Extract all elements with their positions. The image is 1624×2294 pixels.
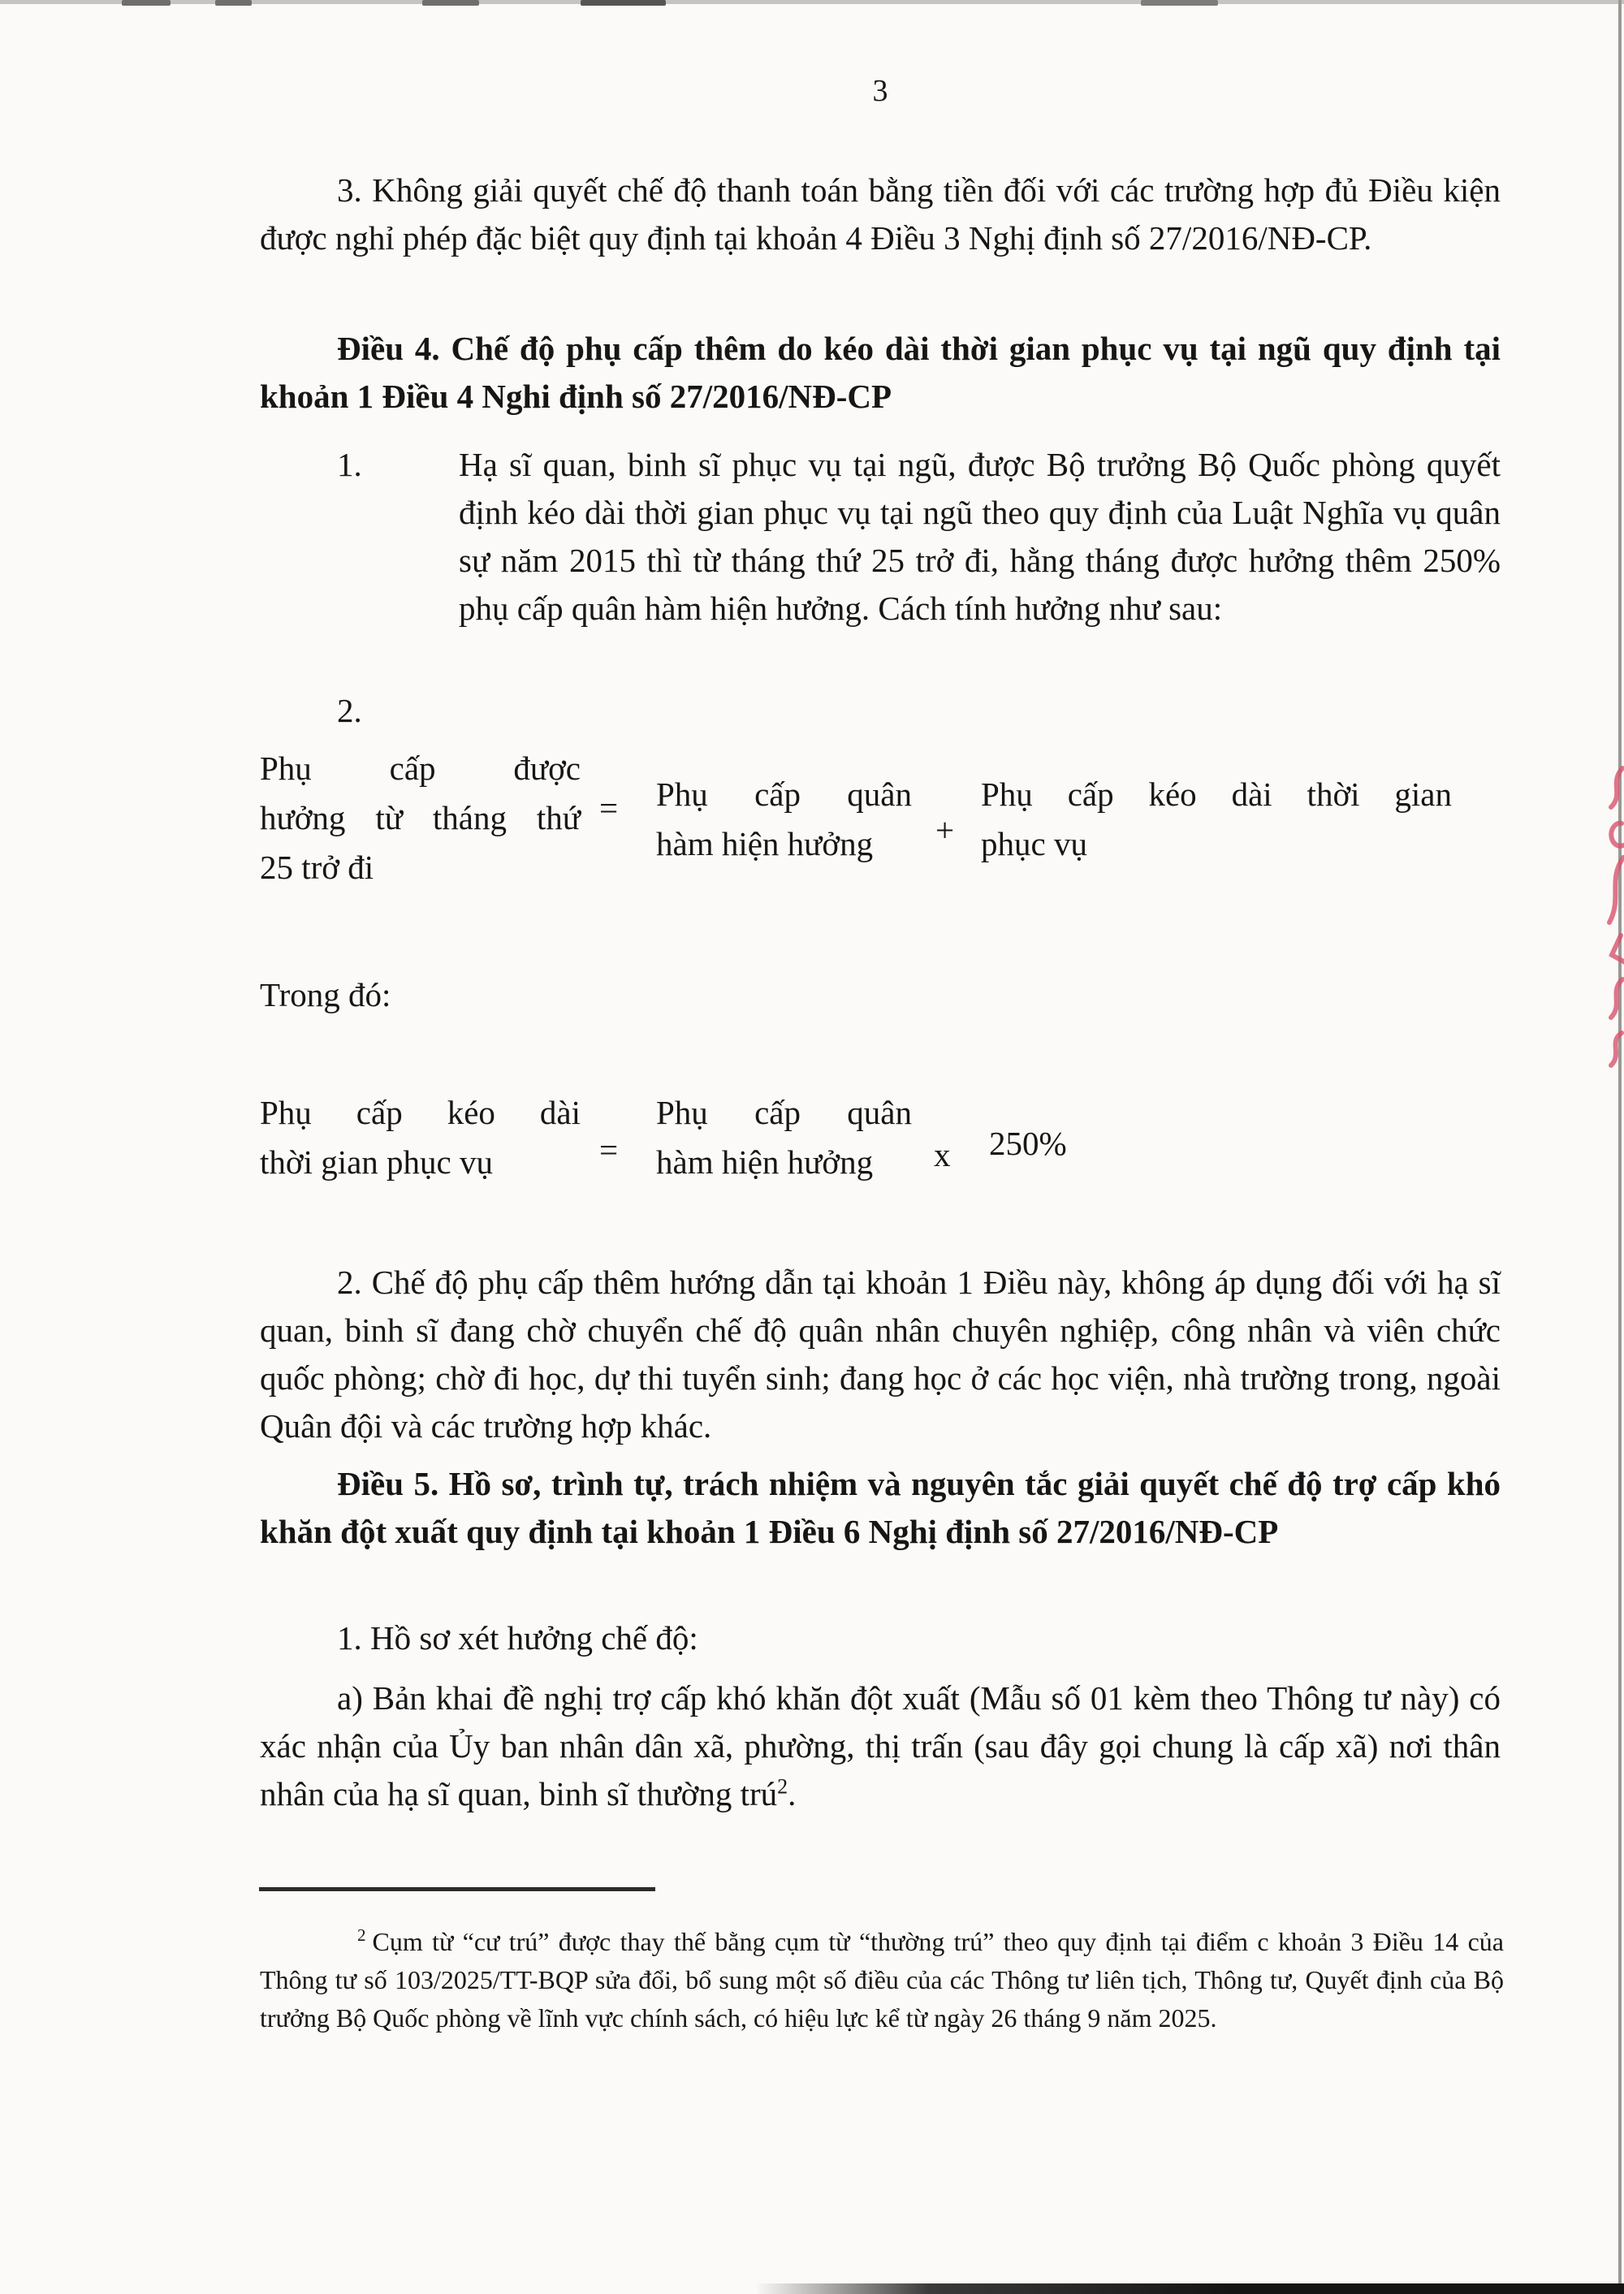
paragraph-khoan-3: 3. Không giải quyết chế độ thanh toán bằng tiền đối với các trường hợp đủ Điều kiện được nghỉ phép đặc biệt quy định tại khoản 4 Điều 3 Nghị định số 27/2016/NĐ-CP. xyxy=(260,171,1501,257)
formula2-times-sign: x xyxy=(934,1136,951,1173)
formula2-left-line: thời gian phục vụ xyxy=(260,1143,493,1181)
heading-dieu-4: Điều 4. Chế độ phụ cấp thêm do kéo dài thời gian phục vụ tại ngũ quy định tại khoản 1 Điều 4 Nghi định số 27/2016/NĐ-CP xyxy=(260,330,1501,415)
paragraph-a-tail: . xyxy=(788,1775,797,1812)
scan-top-mark xyxy=(1141,0,1218,6)
formula2-middle-line: Phụ cấp quân xyxy=(656,1094,912,1131)
formula2-middle-line: hàm hiện hưởng xyxy=(656,1143,874,1181)
item-1-marker: 1. xyxy=(337,446,362,483)
footnote-2-marker: 2 xyxy=(357,1925,366,1946)
formula1-middle-operand xyxy=(656,770,912,869)
formula2-left-operand xyxy=(260,1088,581,1187)
paragraph-a-text: a) Bản khai đề nghị trợ cấp khó khăn đột xuất (Mẫu số 01 kèm theo Thông tư này) có xác nhận của Ủy ban nhân dân xã, phường, thị trấn (sau đây gọi chung là cấp xã) nơi thân nhân của hạ sĩ quan, binh sĩ thường trú xyxy=(260,1679,1501,1812)
formula1-right-line: Phụ cấp kéo dài thời gian xyxy=(981,775,1452,813)
paragraph-khoan-2: 2. Chế độ phụ cấp thêm hướng dẫn tại khoản 1 Điều này, không áp dụng đối với hạ sĩ quan, binh sĩ đang chờ chuyển chế độ quân nhân chuyên nghiệp, công nhân và viên chức quốc phòng; chờ đi học, dự thi tuyển sinh; đang học ở các học viện, nhà trường trong, ngoài Quân đội và các trường hợp khác. xyxy=(260,1264,1501,1445)
section-1-ho-so: 1. Hồ sơ xét hưởng chế độ: xyxy=(337,1619,698,1657)
scan-top-mark xyxy=(215,0,252,6)
formula1-right-line: phục vụ xyxy=(981,825,1087,862)
scan-right-edge-artifact xyxy=(1618,0,1622,2294)
footnote-2-text: Cụm từ “cư trú” được thay thế bằng cụm từ “thường trú” theo quy định tại điểm c khoản 3 Điều 14 của Thông tư số 103/2025/TT-BQP sửa đổi, bổ sung một số điều của các Thông tư liên tịch, Thông tư, Quyết định của Bộ trưởng Bộ Quốc phòng về lĩnh vực chính sách, có hiệu lực kể từ ngày 26 tháng 9 năm 2025. xyxy=(260,1927,1504,2033)
scan-top-mark xyxy=(422,0,479,6)
formula1-left-line: hưởng từ tháng thứ xyxy=(260,799,581,836)
scan-top-mark xyxy=(122,0,171,6)
label-trong-do: Trong đó: xyxy=(260,976,391,1013)
footnote-separator-rule xyxy=(259,1887,655,1891)
formula2-equals-sign: = xyxy=(599,1131,619,1169)
formula1-plus-sign: + xyxy=(935,811,955,849)
page-number: 3 xyxy=(872,74,888,108)
item-2-marker: 2. xyxy=(337,692,362,729)
formula1-left-line: Phụ cấp được xyxy=(260,750,581,787)
footnote-2 xyxy=(260,1923,1504,2037)
formula1-left-line: 25 trở đi xyxy=(260,849,374,886)
paragraph-a xyxy=(260,1674,1501,1818)
formula1-middle-line: Phụ cấp quân xyxy=(656,775,912,813)
heading-dieu-5: Điều 5. Hồ sơ, trình tự, trách nhiệm và nguyên tắc giải quyết chế độ trợ cấp khó khăn đột xuất quy định tại khoản 1 Điều 6 Nghị định số 27/2016/NĐ-CP xyxy=(260,1465,1501,1550)
formula1-middle-line: hàm hiện hưởng xyxy=(656,825,874,862)
scan-top-mark xyxy=(581,0,666,6)
footnote-reference-2: 2 xyxy=(777,1774,788,1799)
formula2-percent-value: 250% xyxy=(989,1125,1067,1162)
formula1-left-operand xyxy=(260,744,581,892)
formula1-right-operand xyxy=(981,770,1452,869)
red-pen-mark xyxy=(1601,762,1624,1078)
scan-bottom-edge-artifact xyxy=(755,2283,1624,2294)
formula2-middle-operand xyxy=(656,1088,912,1187)
formula1-equals-sign: = xyxy=(599,789,619,827)
item-1-text: Hạ sĩ quan, binh sĩ phục vụ tại ngũ, được Bộ trưởng Bộ Quốc phòng quyết định kéo dài thời gian phục vụ tại ngũ theo quy định của Luật Nghĩa vụ quân sự năm 2015 thì từ tháng thứ 25 trở đi, hằng tháng được hưởng thêm 250% phụ cấp quân hàm hiện hưởng. Cách tính hưởng như sau: xyxy=(459,446,1501,627)
formula2-left-line: Phụ cấp kéo dài xyxy=(260,1094,581,1131)
